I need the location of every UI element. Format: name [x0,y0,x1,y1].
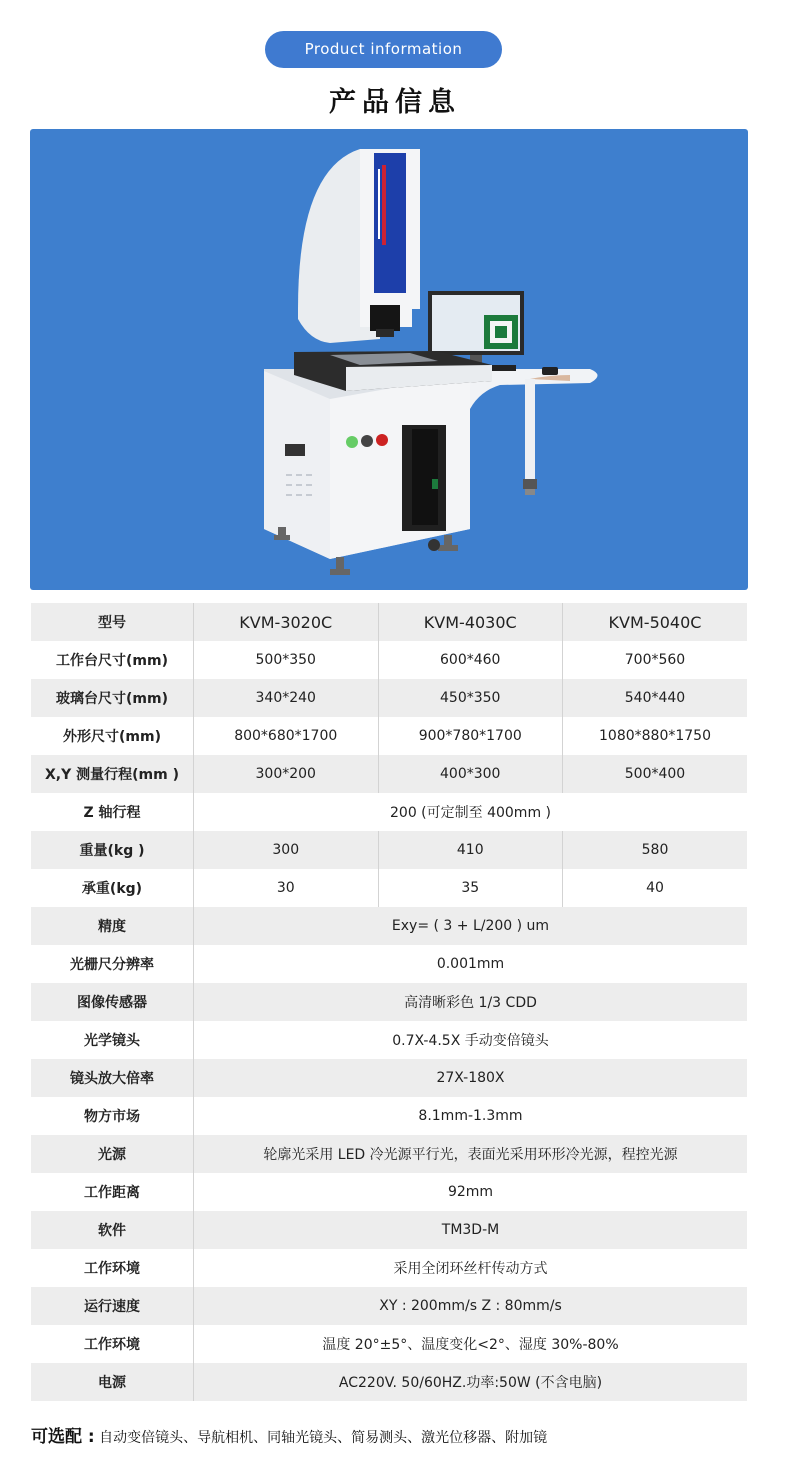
spec-value: 温度 20°±5°、温度变化<2°、湿度 30%-80% [322,1337,619,1353]
spec-value: 500*400 [563,755,748,793]
spec-value: 8.1mm-1.3mm [418,1108,523,1124]
product-photo [30,129,748,590]
table-row [31,945,747,983]
spec-label: Z 轴行程 [31,793,194,831]
spec-value: 600*460 [378,641,563,679]
spec-value: AC220V. 50/60HZ.功率:50W (不含电脑) [194,1363,748,1401]
spec-value: 410 [378,831,563,869]
table-row [31,717,747,755]
table-row [31,679,747,717]
table-row [31,1097,747,1135]
spec-label: 光学镜头 [31,1021,194,1059]
table-row [31,1021,747,1059]
table-row [31,1173,747,1211]
spec-label: 外形尺寸(mm) [31,717,194,755]
spec-value: 0.7X-4.5X 手动变倍镜头 [392,1033,549,1049]
spec-value: 900*780*1700 [378,717,563,755]
spec-value: XY : 200mm/s Z : 80mm/s [194,1287,748,1325]
spec-value: 0.001mm [436,956,505,972]
spec-value: 540*440 [563,679,748,717]
spec-label: 承重(kg) [31,869,194,907]
spec-value: 27X-180X [194,1059,748,1097]
spec-value: 92mm [447,1184,494,1200]
table-row [31,793,747,831]
spec-label: X,Y 测量行程(mm ) [31,755,194,793]
spec-label: 图像传感器 [31,983,194,1021]
page-title: 产品信息 [329,87,461,118]
spec-value: 340*240 [194,679,379,717]
spec-value: TM3D-M [194,1211,748,1249]
table-row [31,1059,747,1097]
table-row [31,603,747,641]
spec-value: 轮廓光采用 LED 冷光源平行光，表面光采用环形冷光源，程控光源 [194,1135,748,1173]
table-row [31,1287,747,1325]
table-row [31,755,747,793]
table-row [31,641,747,679]
spec-value: 200 (可定制至 400mm ) [390,805,551,821]
spec-value: 400*300 [378,755,563,793]
model-label: 型号 [31,603,194,641]
spec-label: 重量(kg ) [31,831,194,869]
spec-value: 500*350 [194,641,379,679]
table-row [31,869,747,907]
spec-label: 运行速度 [31,1287,194,1325]
product-information-badge: Product information [265,31,502,68]
spec-value: 1080*880*1750 [599,728,711,744]
table-row [31,983,747,1021]
measuring-machine-illustration [30,129,748,590]
table-row [31,1249,747,1287]
spec-value: 40 [646,880,664,896]
table-row [31,1211,747,1249]
spec-label: 物方市场 [31,1097,194,1135]
spec-value: 300*200 [194,755,379,793]
table-row [31,1135,747,1173]
spec-value: 700*560 [624,652,686,668]
spec-label: 工作台尺寸(mm) [31,641,194,679]
spec-label: 工作距离 [31,1173,194,1211]
optional-items: 自动变倍镜头、导航相机、同轴光镜头、简易测头、激光位移器、附加镜 [99,1430,548,1446]
spec-value: 800*680*1700 [194,717,379,755]
spec-value: 580 [563,831,748,869]
spec-label: 镜头放大倍率 [31,1059,194,1097]
model-name: KVM-3020C [194,603,379,641]
table-row [31,1325,747,1363]
spec-value: 采用全闭环丝杆传动方式 [393,1261,548,1277]
model-name: KVM-5040C [563,603,748,641]
table-row [31,831,747,869]
spec-label: 光源 [31,1135,194,1173]
spec-label: 工作环境 [31,1249,194,1287]
spec-label: 电源 [31,1363,194,1401]
specifications-table [31,603,747,1401]
optional-label: 可选配 : [31,1427,95,1447]
spec-label: 玻璃台尺寸(mm) [31,679,194,717]
optional-accessories [31,1422,547,1447]
spec-label: 光栅尺分辨率 [31,945,194,983]
spec-value: 300 [194,831,379,869]
spec-value: 35 [378,869,563,907]
spec-value: Exy= ( 3 + L/200 ) um [194,907,748,945]
table-row [31,1363,747,1401]
spec-value: 450*350 [378,679,563,717]
spec-label: 软件 [31,1211,194,1249]
table-row [31,907,747,945]
spec-label: 精度 [31,907,194,945]
spec-value: 高清晰彩色 1/3 CDD [194,983,748,1021]
spec-value: 30 [194,869,379,907]
model-name: KVM-4030C [378,603,563,641]
spec-label: 工作环境 [31,1325,194,1363]
